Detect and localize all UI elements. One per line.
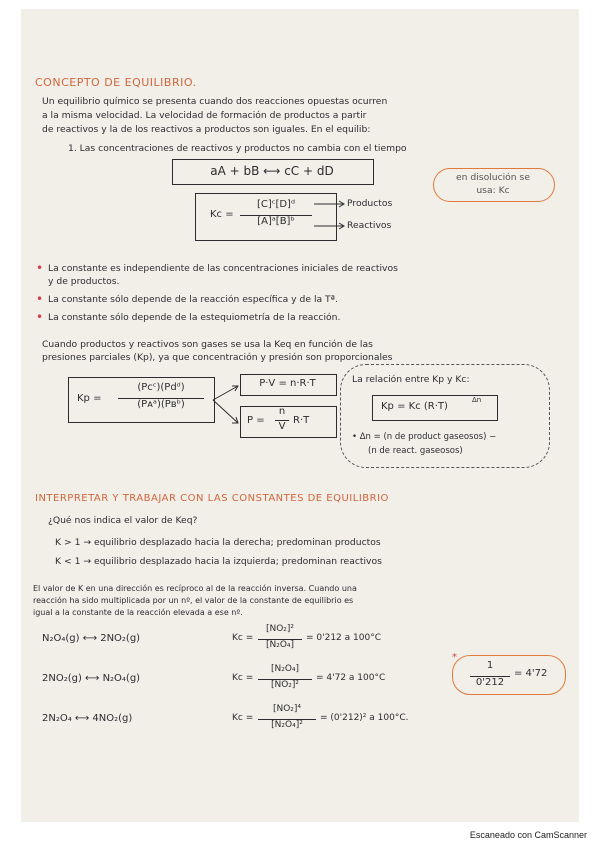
reciprocal-text: El valor de K en una dirección es recíproco al de la reacción inversa. Cuando una — [33, 584, 357, 593]
kc-lhs: Kc = — [210, 209, 234, 220]
intro-line: de reactivos y la de los reactivos a productos son iguales. En el equilib: — [42, 124, 371, 135]
reciprocal-den: 0'212 — [470, 676, 510, 688]
k-case: K < 1 → equilibrio desplazado hacia la izquierda; predominan reactivos — [55, 556, 382, 567]
example-kc-lhs: Kc = — [232, 713, 254, 723]
example-den: [N₂O₄] — [258, 639, 302, 650]
asterisk-icon: * — [452, 652, 457, 663]
products-label: Productos — [347, 198, 393, 209]
dissolution-note: en disolución se — [456, 172, 530, 183]
pressure-num: n — [278, 406, 286, 417]
reactants-label: Reactivos — [347, 220, 392, 231]
kp-numerator: (Pcᶜ)(Pdᵈ) — [137, 382, 185, 393]
question: ¿Qué nos indica el valor de Keq? — [48, 515, 198, 526]
reciprocal-text: reacción ha sido multiplicada por un nº, el valor de la constante de equilibrio es — [33, 596, 354, 605]
gases-text: presiones parciales (Kp), ya que concentración y presión son proporcionales — [42, 352, 393, 363]
relation-title: La relación entre Kp y Kc: — [352, 374, 470, 385]
page-title: CONCEPTO DE EQUILIBRIO. — [35, 76, 197, 89]
pressure-rhs: R·T — [293, 415, 310, 426]
example-result: = 4'72 a 100°C — [316, 673, 386, 683]
reciprocal-num: 1 — [486, 660, 494, 671]
relation-exponent: Δn — [472, 396, 482, 404]
example-num: [NO₂]⁴ — [272, 704, 302, 714]
kc-denominator: [A]ᵃ[B]ᵇ — [240, 215, 312, 227]
example-num: [NO₂]² — [265, 624, 295, 634]
example-den: [N₂O₄]² — [258, 719, 316, 730]
kp-lhs: Kp = — [77, 393, 102, 404]
reciprocal-result: = 4'72 — [514, 668, 548, 679]
dissolution-note: usa: Kc — [476, 185, 510, 196]
reciprocal-text: igual a la constante de la reacción elevada a ese nº. — [33, 608, 243, 617]
delta-n-def: • Δn = (n de product gaseosos) − — [352, 432, 497, 442]
example-reaction: 2N₂O₄ ⟷ 4NO₂(g) — [42, 713, 133, 724]
example-num: [N₂O₄] — [270, 664, 300, 674]
section2-title: INTERPRETAR Y TRABAJAR CON LAS CONSTANTES DE EQUILIBRIO — [35, 493, 389, 504]
scanner-watermark: Escaneado con CamScanner — [469, 830, 587, 840]
gases-text: Cuando productos y reactivos son gases se usa la Keq en función de las — [42, 339, 373, 350]
bullet-text: La constante sólo depende de la estequiometría de la reacción. — [48, 312, 341, 323]
kc-arrows — [314, 196, 344, 232]
example-reaction: N₂O₄(g) ⟷ 2NO₂(g) — [42, 633, 141, 644]
delta-n-def: (n de react. gaseosos) — [368, 446, 463, 456]
kp-branch-arrows — [213, 383, 239, 429]
ideal-gas-law: P·V = n·R·T — [259, 378, 316, 389]
intro-line: Un equilibrio químico se presenta cuando dos reacciones opuestas ocurren — [42, 96, 388, 107]
k-case: K > 1 → equilibrio desplazado hacia la derecha; predominan productos — [55, 537, 381, 548]
example-reaction: 2NO₂(g) ⟷ N₂O₄(g) — [42, 673, 141, 684]
bullet-text: La constante es independiente de las concentraciones iniciales de reactivos — [48, 263, 398, 274]
general-reaction: aA + bB ⟷ cC + dD — [210, 164, 334, 178]
bullet-dot: • — [36, 310, 44, 324]
kp-denominator: (Pᴀᵃ)(Pʙᵇ) — [118, 398, 204, 410]
example-kc-lhs: Kc = — [232, 633, 254, 643]
bullet-dot: • — [36, 292, 44, 306]
bullet-text: La constante sólo depende de la reacción específica y de la Tª. — [48, 294, 338, 305]
relation-formula: Kp = Kc (R·T) — [381, 401, 448, 412]
intro-line: a la misma velocidad. La velocidad de formación de productos a partir — [42, 110, 367, 121]
point-1: 1. Las concentraciones de reactivos y productos no cambia con el tiempo — [68, 143, 407, 154]
bullet-dot: • — [36, 261, 44, 275]
kc-numerator: [C]ᶜ[D]ᵈ — [256, 199, 296, 210]
bullet-text: y de productos. — [48, 276, 120, 287]
pressure-den: V — [275, 420, 289, 432]
example-den: [NO₂]² — [258, 679, 312, 690]
example-kc-lhs: Kc = — [232, 673, 254, 683]
example-result: = 0'212 a 100°C — [306, 633, 381, 643]
pressure-lhs: P = — [247, 415, 265, 426]
example-result: = (0'212)² a 100°C. — [320, 713, 409, 723]
